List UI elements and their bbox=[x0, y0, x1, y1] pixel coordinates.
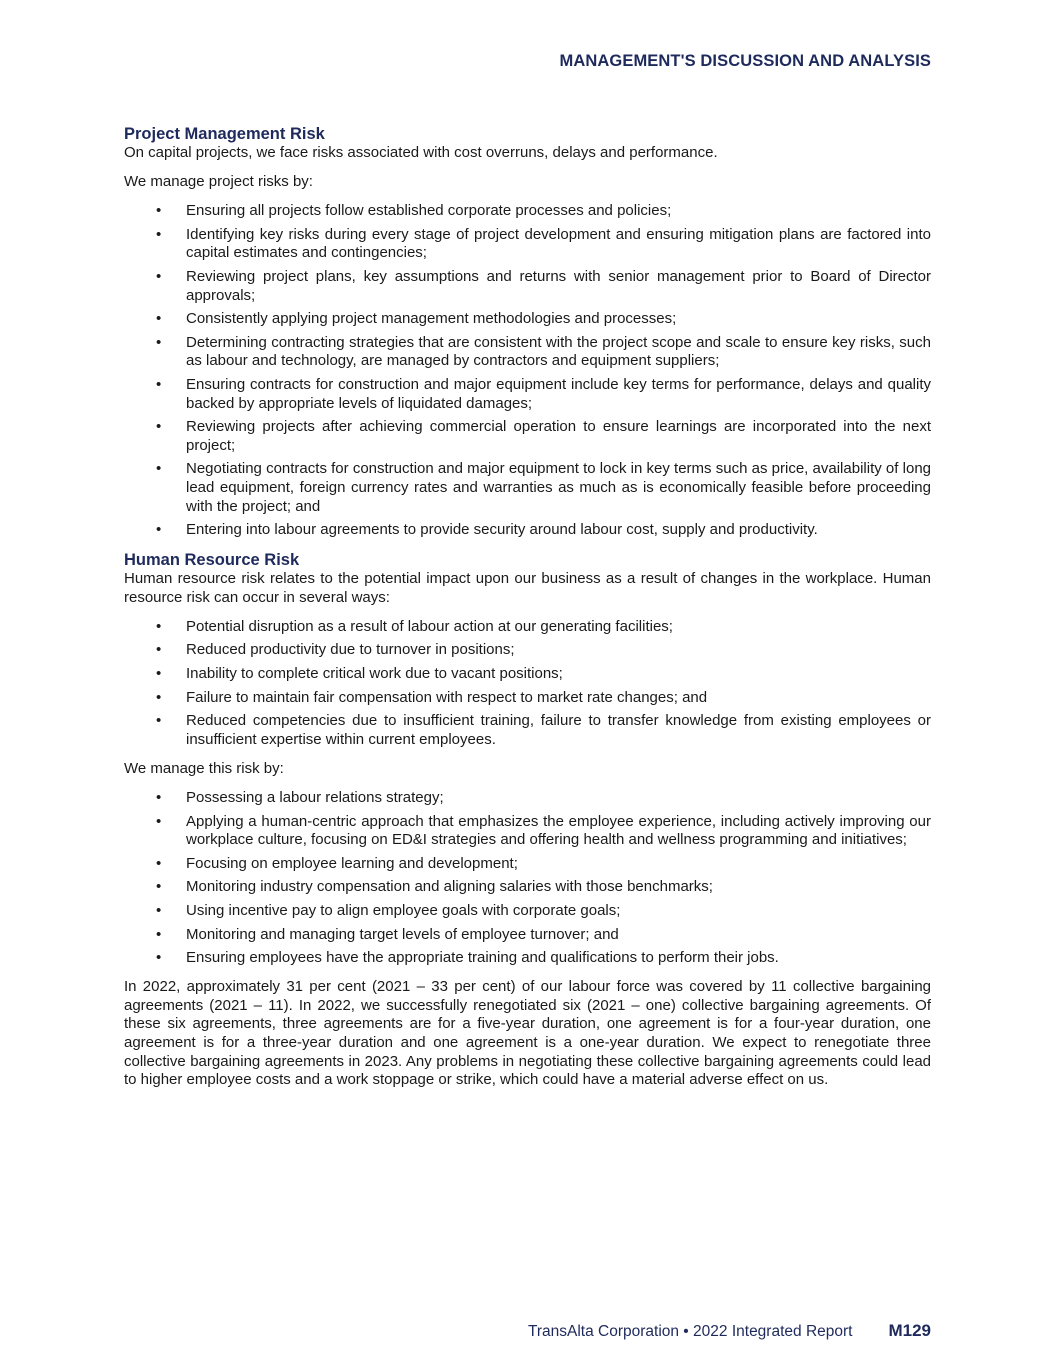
human-resource-risk-section bbox=[124, 550, 931, 1090]
list-item: • Ensuring all projects follow established corporate processes and policies; bbox=[124, 202, 931, 221]
list-item: • Using incentive pay to align employee goals with corporate goals; bbox=[124, 902, 931, 921]
section-heading: Human Resource Risk bbox=[124, 551, 300, 570]
list-item: • Ensuring employees have the appropriate training and qualifications to perform their jobs. bbox=[124, 949, 931, 968]
list-item: • Applying a human-centric approach that emphasizes the employee experience, including actively improving our workplace culture, focusing on ED&I strategies and offering health and wellness programming and initiatives; bbox=[124, 813, 931, 850]
list-item: • Reduced productivity due to turnover in positions; bbox=[124, 641, 931, 660]
project-management-risk-section bbox=[124, 124, 931, 540]
report-title: TransAlta Corporation • 2022 Integrated Report bbox=[527, 1323, 853, 1340]
list-item: • Negotiating contracts for construction and major equipment to lock in key terms such as price, availability of long lead equipment, foreign currency rates and warranties as much as is economically feasible before proceeding with the project; and bbox=[124, 460, 931, 516]
page-footer bbox=[528, 1321, 931, 1341]
document-body bbox=[124, 124, 931, 1100]
hr-risk-measures-list bbox=[124, 789, 931, 968]
list-item: • Focusing on employee learning and development; bbox=[124, 855, 931, 874]
project-risk-list bbox=[124, 202, 931, 540]
list-item: • Reduced competencies due to insufficient training, failure to transfer knowledge from existing employees or insufficient expertise within current employees. bbox=[124, 712, 931, 749]
list-item: • Potential disruption as a result of labour action at our generating facilities; bbox=[124, 618, 931, 637]
hr-risk-ways-list bbox=[124, 618, 931, 750]
list-lead: We manage project risks by: bbox=[124, 173, 313, 191]
list-item: • Reviewing project plans, key assumptions and returns with senior management prior to Board of Director approvals; bbox=[124, 268, 931, 305]
list-item: • Entering into labour agreements to provide security around labour cost, supply and productivity. bbox=[124, 521, 931, 540]
page-header-title: MANAGEMENT'S DISCUSSION AND ANALYSIS bbox=[559, 52, 931, 70]
list-lead: We manage this risk by: bbox=[124, 759, 284, 777]
closing-paragraph: In 2022, approximately 31 per cent (2021 – 33 per cent) of our labour force was covered by 11 collective bargaining agreements (2021 – 11). In 2022, we successfully renegotiated six (2021 – one) collective bargaining agreements. Of these six agreements, three agreements are for a five-year duration, one agreement is for a four-year duration, one agreement is for a three-year duration and one agreement is a one-year duration. We expect to renegotiate three collective bargaining agreements in 2023. Any problems in negotiating these collective bargaining agreements could lead to higher employee costs and a work stoppage or strike, which could have a material adverse effect on us. bbox=[124, 978, 931, 1089]
list-item: • Consistently applying project management methodologies and processes; bbox=[124, 310, 931, 329]
section-heading: Project Management Risk bbox=[124, 125, 325, 143]
list-item: • Ensuring contracts for construction and major equipment include key terms for performance, delays and quality backed by appropriate levels of liquidated damages; bbox=[124, 376, 931, 413]
list-item: • Failure to maintain fair compensation with respect to market rate changes; and bbox=[124, 689, 931, 708]
list-item: • Determining contracting strategies that are consistent with the project scope and scale to ensure key risks, such as labour and technology, are managed by contractors and equipment suppliers; bbox=[124, 334, 931, 371]
list-item: • Possessing a labour relations strategy; bbox=[124, 789, 931, 808]
section-intro: Human resource risk relates to the potential impact upon our business as a result of changes in the workplace. Human resource risk can occur in several ways: bbox=[124, 570, 931, 606]
list-item: • Identifying key risks during every stage of project development and ensuring mitigation plans are factored into capital estimates and contingencies; bbox=[124, 226, 931, 263]
list-item: • Monitoring industry compensation and aligning salaries with those benchmarks; bbox=[124, 878, 931, 897]
list-item: • Inability to complete critical work due to vacant positions; bbox=[124, 665, 931, 684]
section-intro: On capital projects, we face risks associated with cost overruns, delays and performance. bbox=[124, 144, 718, 161]
list-item: • Monitoring and managing target levels of employee turnover; and bbox=[124, 926, 931, 945]
page-number: M129 bbox=[888, 1321, 931, 1340]
list-item: • Reviewing projects after achieving commercial operation to ensure learnings are incorporated into the next project; bbox=[124, 418, 931, 455]
